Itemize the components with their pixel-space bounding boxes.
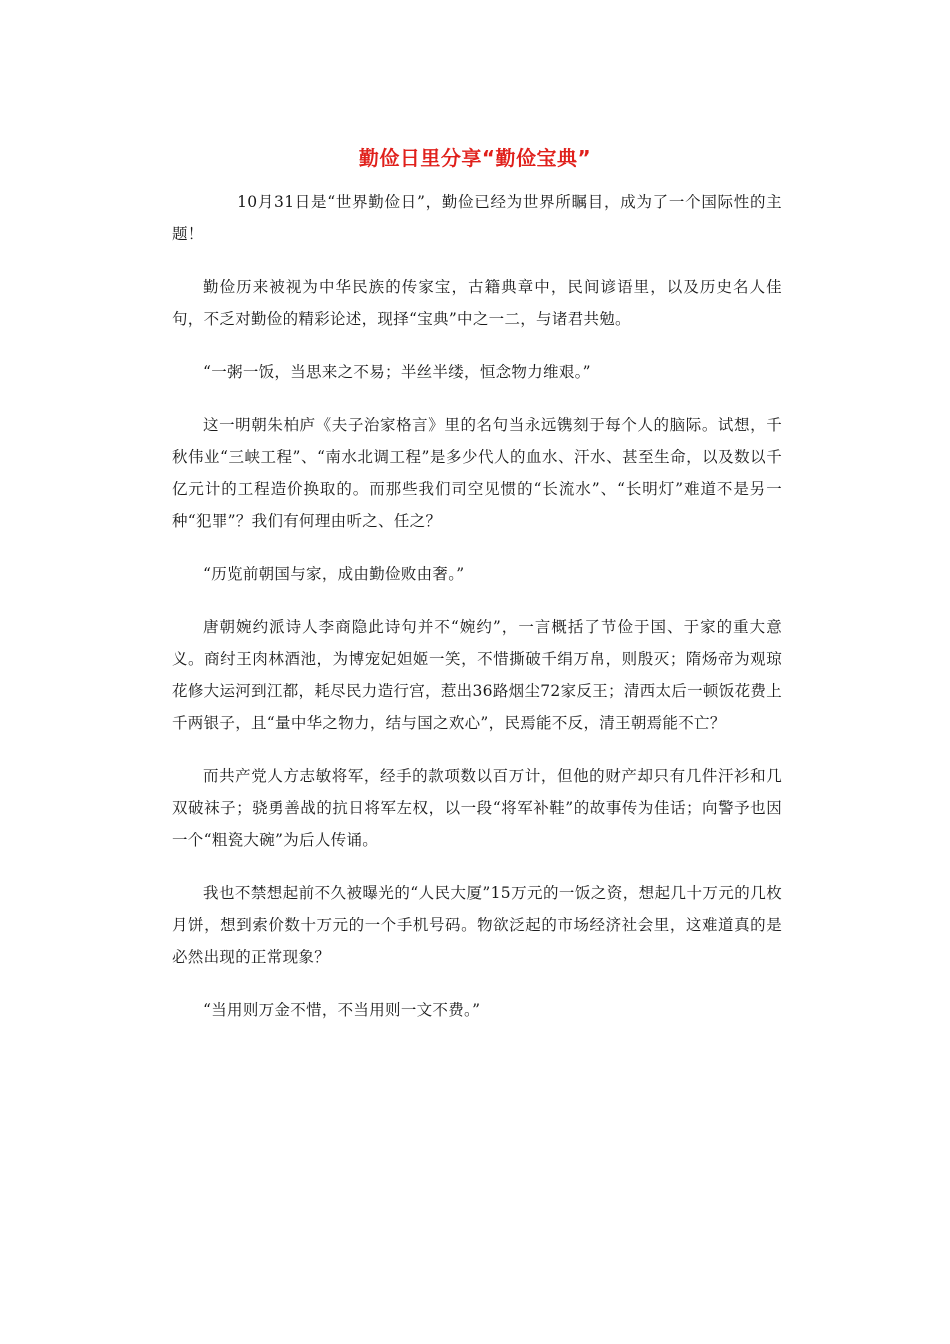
document-body	[172, 186, 782, 1047]
quote-paragraph: “当用则万金不惜，不当用则一文不费。”	[203, 1001, 481, 1019]
paragraph: 这一明朝朱柏庐《夫子治家格言》里的名句当永远镌刻于每个人的脑际。试想，千秋伟业“三峡工程”、“南水北调工程”是多少代人的血水、汗水、甚至生命，以及数以千亿元计的工程造价换取的。而那些我们司空见惯的“长流水”、“长明灯”难道不是另一种“犯罪”？我们有何理由听之、任之？	[172, 416, 782, 530]
paragraph: 10月31日是“世界勤俭日”，勤俭已经为世界所瞩目，成为了一个国际性的主题！	[172, 193, 782, 243]
quote-paragraph: “一粥一饭，当思来之不易；半丝半缕，恒念物力维艰。”	[203, 363, 591, 381]
paragraph: 我也不禁想起前不久被曝光的“人民大厦”15万元的一饭之资，想起几十万元的几枚月饼，想到索价数十万元的一个手机号码。物欲泛起的市场经济社会里，这难道真的是必然出现的正常现象？	[172, 884, 782, 966]
document-title: 勤俭日里分享“勤俭宝典”	[358, 146, 592, 170]
quote-paragraph: “历览前朝国与家，成由勤俭败由奢。”	[203, 565, 465, 583]
paragraph: 而共产党人方志敏将军，经手的款项数以百万计，但他的财产却只有几件汗衫和几双破袜子；骁勇善战的抗日将军左权，以一段“将军补鞋”的故事传为佳话；向警予也因一个“粗瓷大碗”为后人传诵。	[172, 767, 782, 849]
paragraph: 勤俭历来被视为中华民族的传家宝，古籍典章中，民间谚语里，以及历史名人佳句，不乏对勤俭的精彩论述，现择“宝典”中之一二，与诸君共勉。	[172, 278, 782, 328]
paragraph: 唐朝婉约派诗人李商隐此诗句并不“婉约”，一言概括了节俭于国、于家的重大意义。商纣王肉林酒池，为博宠妃妲姬一笑，不惜撕破千绢万帛，则殷灭；隋炀帝为观琼花修大运河到江都，耗尽民力造行宫，惹出36路烟尘72家反王；清西太后一顿饭花费上千两银子，且“量中华之物力，结与国之欢心”，民焉能不反，清王朝焉能不亡？	[172, 618, 782, 732]
